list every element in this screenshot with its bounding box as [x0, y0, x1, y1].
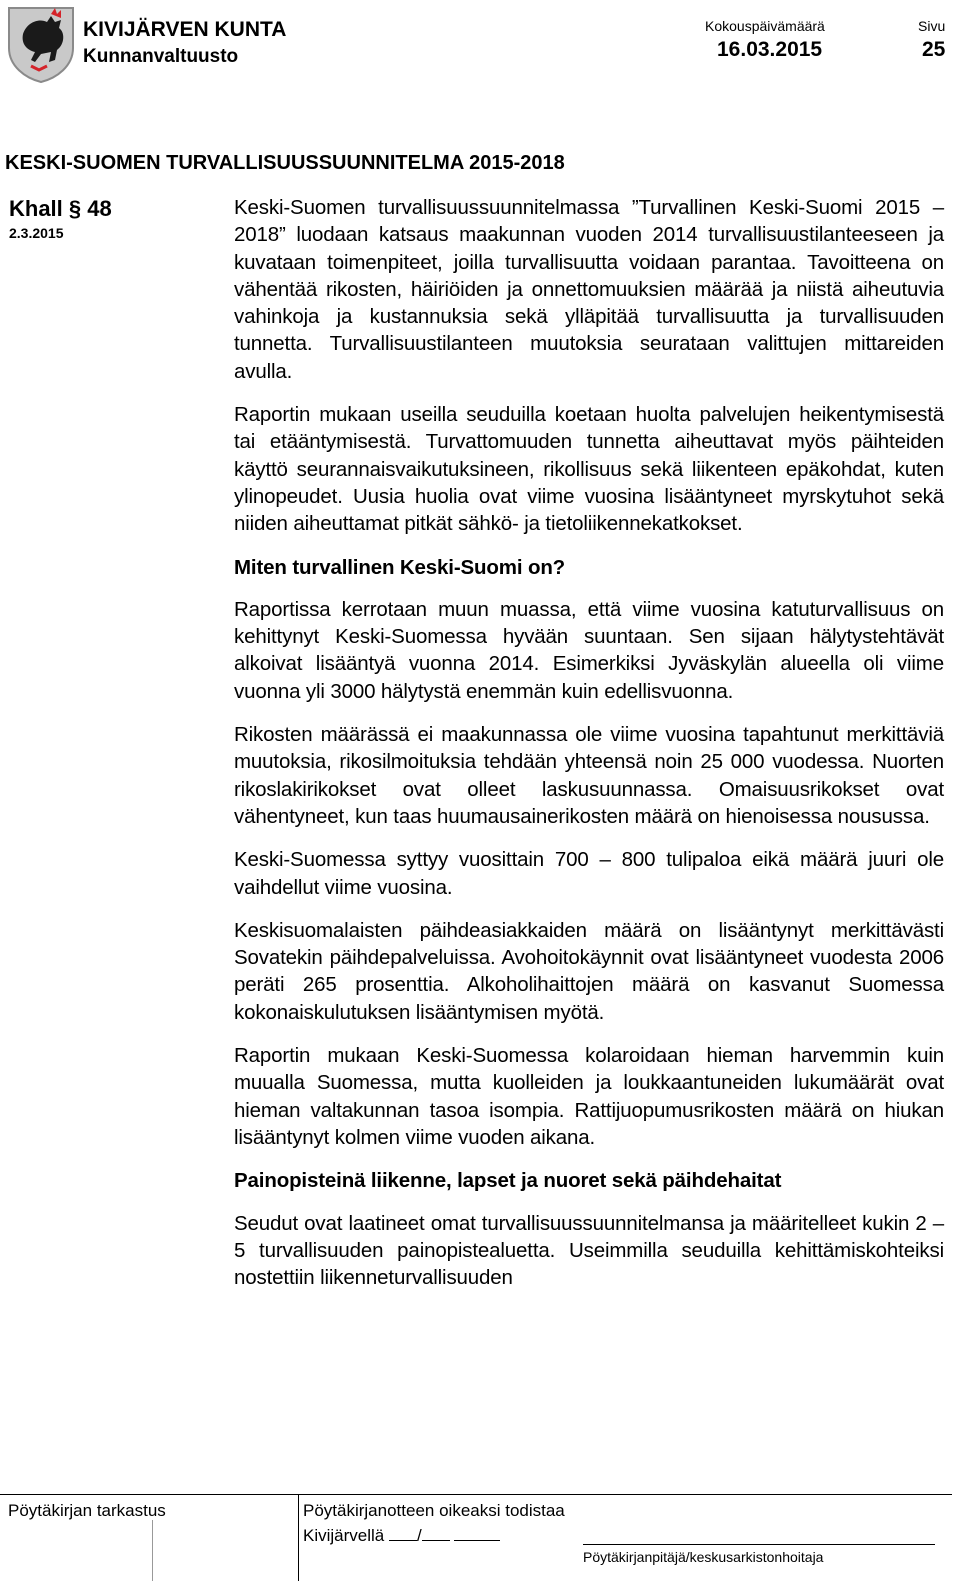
month-blank	[422, 1525, 450, 1541]
footer-column-divider	[298, 1494, 299, 1581]
footer-divider	[0, 1494, 952, 1495]
date-separator: /	[416, 1526, 422, 1545]
signature-line	[583, 1544, 935, 1545]
paragraph: Keski-Suomen turvallisuussuunnitelmassa ”Turvallinen Keski-Suomi 2015 – 2018” luodaan katsaus maakunnan vuoden 2014 turvallisuustilanteeseen ja kuvataan toimenpiteet, joilla turvallisuutta voidaan parantaa. Tavoitteena on vähentää rikosten, häiriöiden ja onnettomuuksien määrää ja niistä aiheutuvia vahinkoja ja kustannuksia sekä ylläpitää turvallisuutta ja turvallisuuden tunnetta. Turvallisuustilanteen muutoksia seurataan valittujen mittareiden avulla.	[234, 196, 944, 383]
subheading: Miten turvallinen Keski-Suomi on?	[234, 555, 566, 579]
subheading: Painopisteinä liikenne, lapset ja nuoret sekä päihdehaitat	[234, 1169, 782, 1193]
year-blank	[454, 1525, 500, 1541]
certification-label: Pöytäkirjanotteen oikeaksi todistaa	[303, 1501, 565, 1520]
page-number: 25	[922, 38, 946, 61]
paragraph: Seudut ovat laatineet omat turvallisuussuunnitelmansa ja määritelleet kukin 2 – 5 turvallisuuden painopistealuetta. Useimmilla seuduilla kehittämiskohteiksi nostettiin liikenneturvallisuuden	[234, 1211, 944, 1290]
page-number-label: Sivu	[918, 18, 946, 34]
meeting-date-label: Kokouspäivämäärä	[705, 18, 825, 34]
document-body	[234, 194, 944, 1307]
section-date: 2.3.2015	[9, 225, 64, 241]
section-identifier	[9, 196, 112, 222]
meeting-date: 16.03.2015	[717, 38, 823, 61]
certification-place: Kivijärvellä	[303, 1526, 385, 1545]
paragraph: Keskisuomalaisten päihdeasiakkaiden määrä on lisääntynyt merkittävästi Sovatekin päihdepalveluissa. Avohoitokäynnit ovat lisääntyneet vuodesta 2006 peräti 265 prosenttia. Alkoholihaittojen määrä on kasvanut Suomessa kokonaiskulutuksen lisääntymisen myötä.	[234, 918, 944, 1024]
footer-column-divider	[152, 1520, 153, 1581]
paragraph: Raportissa kerrotaan muun muassa, että viime vuosina katuturvallisuus on kehittynyt Keski-Suomessa hyvään suuntaan. Sen sijaan hälytystehtävät alkoivat lisääntyä vuonna 2014. Esimerkiksi Jyväskylän alueella oli viime vuonna yli 3000 hälytystä enemmän kuin edellisvuonna.	[234, 597, 944, 703]
rooster-crest-icon	[5, 4, 77, 84]
day-blank	[389, 1525, 417, 1541]
paragraph: Rikosten määrässä ei maakunnassa ole viime vuosina tapahtunut merkittäviä muutoksia, rikosilmoituksia tehdään yhteensä noin 25 000 vuodessa. Nuorten rikoslakirikokset ovat olleet laskusuunnassa. Omaisuusrikokset ovat vähentyneet, kun taas huumausainerikosten määrä on hienoisessa nousussa.	[234, 723, 944, 828]
section-symbol: §	[68, 196, 82, 221]
page-header	[0, 0, 960, 90]
secretary-title: Pöytäkirjanpitäjä/keskusarkistonhoitaja	[583, 1549, 824, 1565]
paragraph: Raportin mukaan Keski-Suomessa kolaroidaan hieman harvemmin kuin muualla Suomessa, mutta kuolleiden ja loukkaantuneiden lukumäärät ovat hieman valtakunnan tasoa isompia. Rattijuopumusrikosten määrä on hiukan lisääntynyt kolmen viime vuoden aikana.	[234, 1044, 944, 1149]
paragraph: Keski-Suomessa syttyy vuosittain 700 – 800 tulipaloa eikä määrä juuri ole vaihdellut viime vuosina.	[234, 848, 944, 899]
document-title: KESKI-SUOMEN TURVALLISUUSSUUNNITELMA 2015-2018	[5, 152, 565, 174]
certification-place-date	[303, 1525, 500, 1546]
organization-unit: Kunnanvaltuusto	[83, 46, 239, 67]
section-number: 48	[87, 196, 112, 221]
section-prefix: Khall	[9, 196, 63, 221]
paragraph: Raportin mukaan useilla seuduilla koetaan huolta palvelujen heikentymisestä tai etääntymisestä. Turvattomuuden tunnetta aiheuttavat myös päihteiden käyttö seurannaisvaikutuksineen, rikollisuus sekä liikenteen epäkohdat, kuten ylinopeudet. Uusia huolia ovat viime vuosina lisääntyneet myrskytuhot sekä niiden aiheuttamat pitkät sähkö- ja tietoliikennekatkokset.	[234, 403, 944, 536]
minutes-review-label: Pöytäkirjan tarkastus	[8, 1501, 166, 1520]
organization-name: KIVIJÄRVEN KUNTA	[83, 18, 287, 41]
page-footer	[0, 1494, 960, 1581]
